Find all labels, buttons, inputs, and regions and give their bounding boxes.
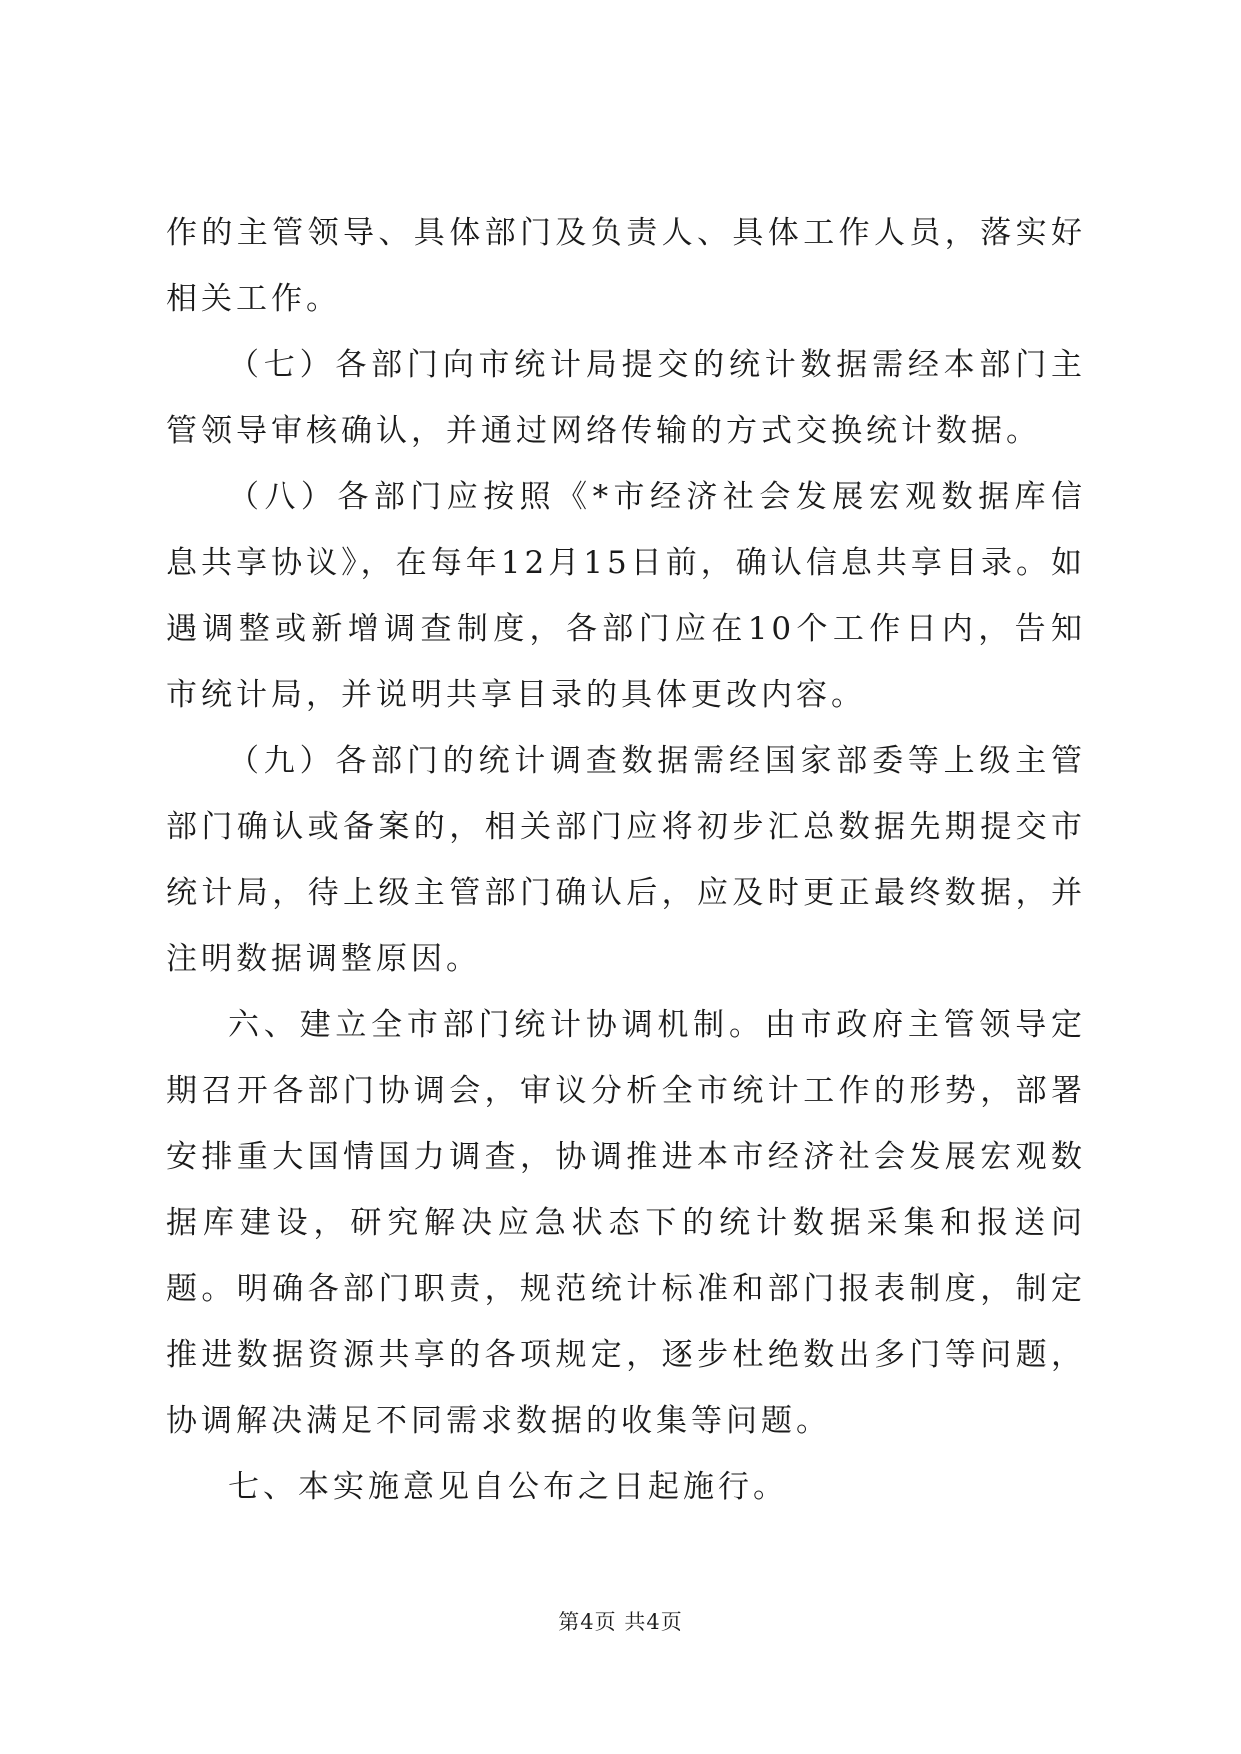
paragraph-continuation: 作的主管领导、具体部门及负责人、具体工作人员，落实好相关工作。 (166, 215, 1086, 317)
paragraph-section-7: 七、本实施意见自公布之日起施行。 (228, 1469, 788, 1505)
paragraph-item-9: （九）各部门的统计调查数据需经国家部委等上级主管部门确认或备案的，相关部门应将初步汇总数据先期提交市统计局，待上级主管部门确认后，应及时更正最终数据，并注明数据调整原因。 (166, 743, 1086, 977)
document-body (166, 200, 1086, 1520)
paragraph-section-6: 六、建立全市部门统计协调机制。由市政府主管领导定期召开各部门协调会，审议分析全市统计工作的形势，部署安排重大国情国力调查，协调推进本市经济社会发展宏观数据库建设，研究解决应急状态下的统计数据采集和报送问题。明确各部门职责，规范统计标准和部门报表制度，制定推进数据资源共享的各项规定，逐步杜绝数出多门等问题，协调解决满足不同需求数据的收集等问题。 (166, 1007, 1086, 1439)
paragraph-item-7: （七）各部门向市统计局提交的统计数据需经本部门主管领导审核确认，并通过网络传输的方式交换统计数据。 (166, 347, 1086, 449)
paragraph-item-8: （八）各部门应按照《*市经济社会发展宏观数据库信息共享协议》，在每年12月15日前，确认信息共享目录。如遇调整或新增调查制度，各部门应在10个工作日内，告知市统计局，并说明共享目录的具体更改内容。 (166, 479, 1086, 713)
page-footer: 第4页 共4页 (558, 1610, 683, 1634)
